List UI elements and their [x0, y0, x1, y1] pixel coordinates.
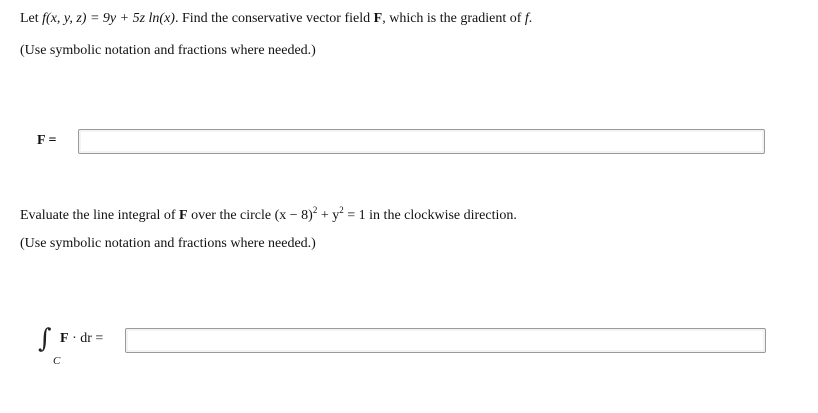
integral-subscript: C [53, 355, 61, 367]
q2-answer-label [60, 331, 103, 347]
q1-suffix-text: , which is the gradient of [382, 11, 525, 26]
q2-vector-field-symbol: F [179, 208, 188, 223]
q1-answer-label: F = [37, 133, 57, 148]
q1-period: . [528, 11, 533, 26]
question-1-instruction: (Use symbolic notation and fractions where needed.) [20, 43, 316, 58]
q2-circle-left-text: over the circle (x − 8) [187, 208, 313, 223]
q1-vector-field-symbol: F [373, 11, 383, 26]
q2-exponent-2: 2 [339, 205, 344, 215]
q2-integrand-symbol: F [60, 331, 69, 346]
integral-icon: ∫ [38, 324, 52, 354]
line-integral-answer-input[interactable] [125, 328, 766, 353]
q2-exponent-1: 2 [312, 205, 318, 215]
question-2-instruction: (Use symbolic notation and fractions where needed.) [20, 236, 316, 251]
q2-plus-y-text: + y [317, 208, 340, 223]
question-2-prompt [20, 205, 517, 224]
q1-prefix-text: Let [20, 11, 43, 26]
q2-suffix-text: = 1 in the clockwise direction. [343, 208, 517, 223]
q2-dot-dr-text: · dr = [68, 331, 104, 346]
q1-mid-text: . Find the conservative vector field [174, 11, 374, 26]
q1-function-definition: f(x, y, z) = 9y + 5z ln(x) [42, 11, 175, 26]
question-1-prompt [20, 11, 532, 27]
gradient-answer-input[interactable] [78, 129, 765, 154]
q2-prefix-text: Evaluate the line integral of [20, 208, 179, 223]
q1-f-symbol: f [524, 11, 529, 26]
